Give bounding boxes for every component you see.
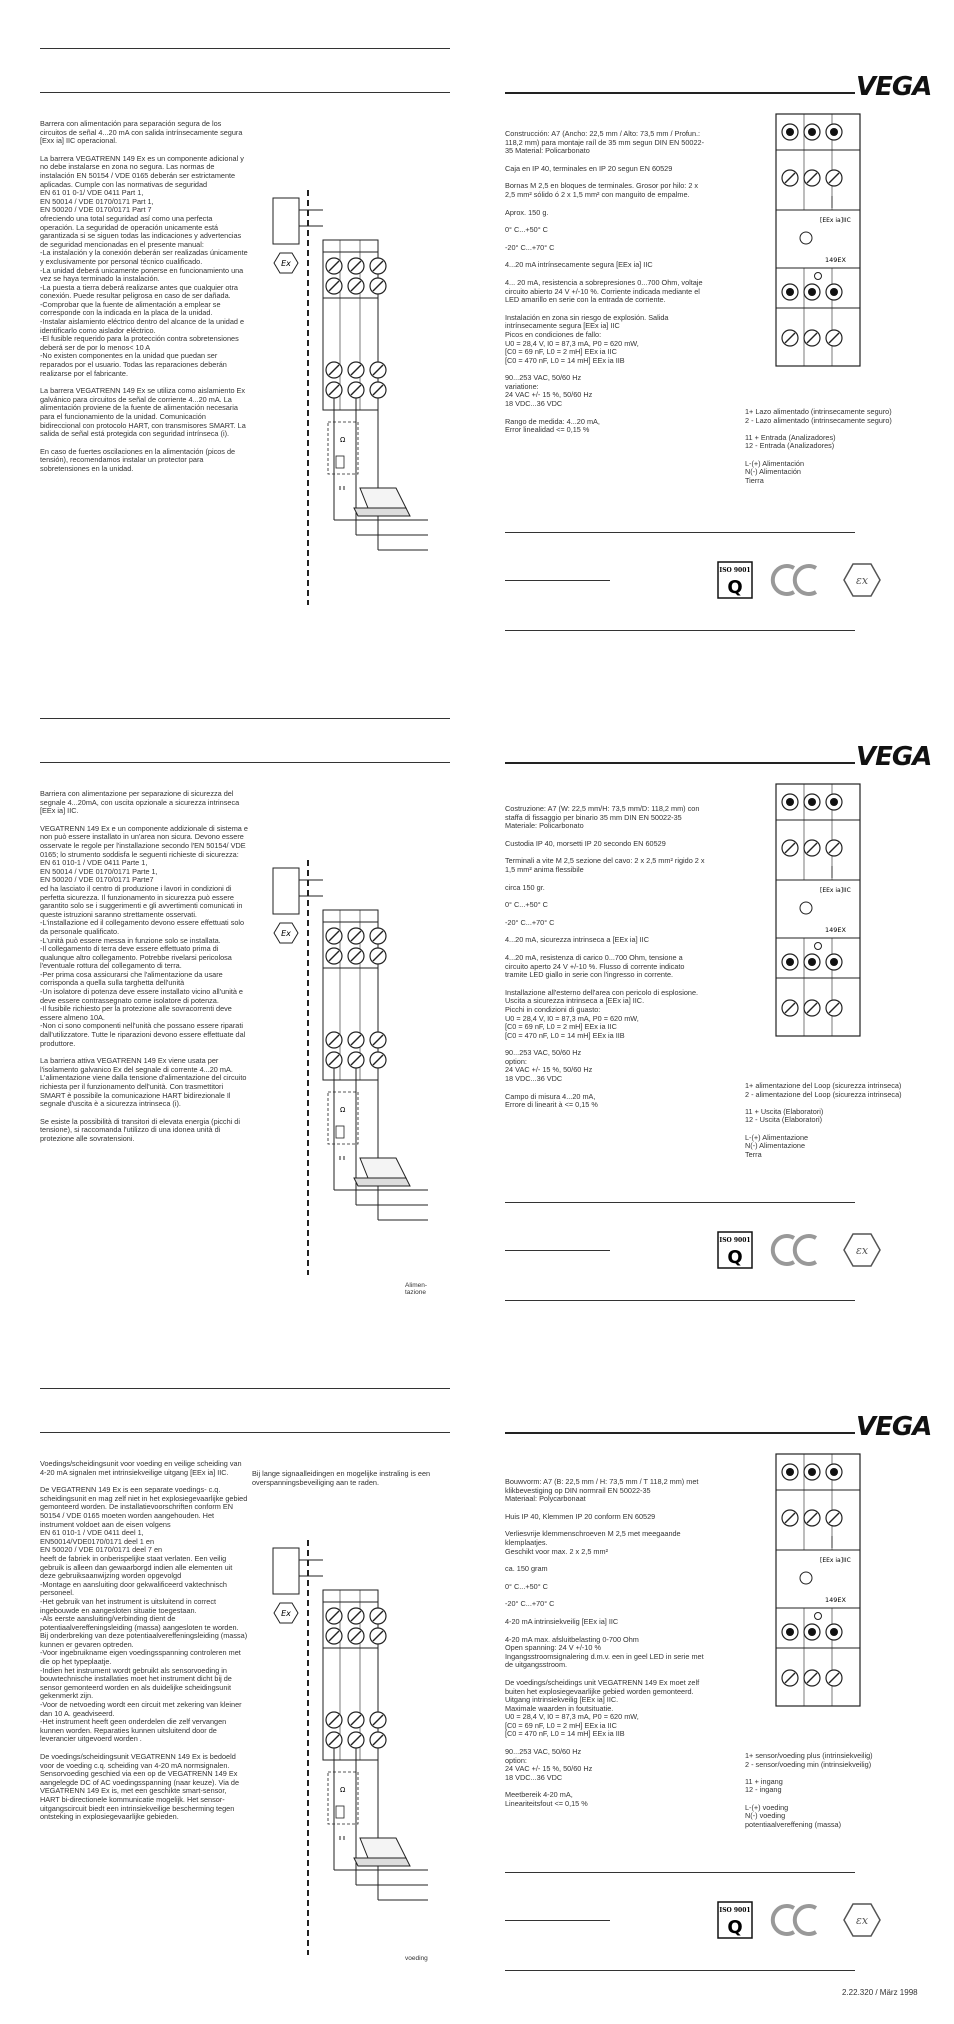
terminal-dot: [804, 1624, 820, 1640]
paragraph: Barriera con alimentazione per separazione di sicurezza del segnale 4...20mA, con uscita opzionale a sicurezza intrinseca [EEx ia] IIC.: [40, 789, 240, 816]
ex-hexagon-icon: [844, 1234, 880, 1266]
device-front-view: [770, 1450, 866, 1710]
terminal-screw: [348, 258, 364, 274]
device-label-exia: [EEx ia]IIC: [820, 887, 851, 894]
header-rule: [505, 92, 855, 94]
rule: [40, 1432, 450, 1433]
rule: [505, 630, 855, 631]
terminal-screw: [326, 1732, 342, 1748]
laptop-icon: [354, 1838, 410, 1866]
iso-9001-icon: [718, 1902, 752, 1938]
rule: [505, 1920, 610, 1921]
terminal-screw: [326, 258, 342, 274]
certification-marks: [716, 1900, 886, 1940]
iso-9001-icon: [718, 1232, 752, 1268]
spec-item: 4-20 mA intrinsiekveilig [EEx ia] IIC: [505, 1616, 619, 1626]
terminal-screw: [826, 1670, 842, 1686]
terminal-legend: 1+ sensor/voeding plus (intrinsiekveilig) 2 - sensor/voeding min (intrinsiekveilig) 11 + ingang 12 - ingang L-(+) voeding N(-) voeding potentiaalvereffening (massa): [745, 1751, 873, 1829]
vega-logo: VEGA: [856, 1412, 932, 1442]
spec-item: Meetbereik 4-20 mA, Lineariteitsfout <= 0,15 %: [505, 1790, 588, 1809]
spec-item: Caja en IP 40, terminales en IP 20 segun EN 60529: [505, 163, 673, 173]
terminal-screw: [348, 1608, 364, 1624]
ce-mark-icon: [773, 566, 816, 594]
svg-text:Ω: Ω: [340, 436, 346, 444]
terminal-screw: [326, 382, 342, 398]
spec-item: 0° C...+50° C: [505, 1581, 548, 1591]
svg-text:Ex: Ex: [281, 929, 291, 938]
terminal-dot: [826, 954, 842, 970]
terminal-screw: [782, 1510, 798, 1526]
terminal-dot: [782, 1624, 798, 1640]
rule: [505, 1872, 855, 1873]
spec-item: 90...253 VAC, 50/60 Hz variatione: 24 VAC +/- 15 %, 50/60 Hz 18 VDC...36 VDC: [505, 373, 593, 409]
terminal-screw: [326, 1628, 342, 1644]
spec-item: Bornas M 2,5 en bloques de terminales. Grosor por hilo: 2 x 2,5 mm² sólido ó 2 x 1,5 mm² con manguito de empalme.: [505, 181, 699, 199]
terminal-screw: [326, 1712, 342, 1728]
header-rule: [505, 762, 855, 764]
spec-item: 4...20 mA, resistenza di carico 0...700 Ohm, tensione a circuito aperto 24 V +/-10 %. Flusso di corrente indicato tramite LED giallo in serie con l'ingresso in corrente.: [505, 952, 685, 980]
terminal-dot: [826, 794, 842, 810]
terminal-dot: [782, 124, 798, 140]
ex-hexagon-icon: [844, 564, 880, 596]
rule: [40, 762, 450, 763]
terminal-dot: [804, 794, 820, 810]
spec-item: -20° C...+70° C: [505, 242, 555, 252]
spec-item: 0° C...+50° C: [505, 900, 548, 910]
terminal-screw: [782, 330, 798, 346]
spec-item: Huis IP 40, Klemmen IP 20 conform EN 60529: [505, 1511, 656, 1521]
spec-item: Verliesvrije klemmenschroeven M 2,5 met meegaande klemplaatjes. Geschikt voor max. 2 x 2,5 mm²: [505, 1529, 681, 1556]
terminal-dot: [804, 124, 820, 140]
terminal-screw: [782, 1670, 798, 1686]
terminal-screw: [348, 1032, 364, 1048]
terminal-dot: [804, 954, 820, 970]
specifications: [505, 130, 705, 444]
terminal-screw: [826, 840, 842, 856]
terminal-screw: [826, 1000, 842, 1016]
terminal-screw: [804, 840, 820, 856]
svg-text:Ω: Ω: [340, 1106, 346, 1114]
terminal-screw: [348, 278, 364, 294]
terminal-screw: [326, 1032, 342, 1048]
paragraph: VEGATRENN 149 Ex e un componente addizionale di sistema e non può essere installato in un'area non sicura. Devono essere osservate le regole per l'installazione secondo l'EN 50154/ VDE 0165; lo strumento soddisfa le seguenti richieste di sicurezza: EN 61 010-1 / VDE 0411 Parte 1, EN 50014 / VDE 0170/0171 Parte 1, EN 50020 / VDE 0170/0171 Parte7 ed ha lasciato il centro di produzione i lavori in condizioni di perfetta sicurezza. Il funzionamento in sicurezza può essere garantito solo se i suggerimenti e gli avvertimenti comunicati in queste istruzioni saranno strettamente osservati. -L'installazione ed il collegamento devono essere effettuati solo da personale qualificato. -L'unità può essere messa in funzione solo se installata. -Il collegamento di terra deve essere effettuato prima di qualunque altro collegamento. Potrebbe rivelarsi pericolosa l'eventuale rottura del collegamento di terra. -Per prima cosa assicurarsi che l'alimentazione da usare corrisponda a quella sulla targhetta dell'unità -Un isolatore di potenza deve essere installato vicino all'unità e deve essere contrassegnato come isolatore di potenza. -Il fusibile richiesto per la protezione alle sovracorrenti deve essere almeno 10A. -Non ci sono componenti nell'unità che possano essere riparati dall'utilizzatore. Tutte le riparazioni devono essere effettuate dal produttore.: [40, 823, 248, 1048]
certification-marks: [716, 1230, 886, 1270]
terminal-screw: [326, 928, 342, 944]
ex-symbol: [274, 923, 298, 943]
spec-item: Custodia IP 40, morsetti IP 20 secondo EN 60529: [505, 838, 666, 848]
paragraph: La barriera attiva VEGATRENN 149 Ex viene usata per l'isolamento galvanico Ex del segnale di corrente 4...20 mA. L'alimentazione viene dalla tensione d'alimentazione del circuito richiesta per il funzionamento dell'unità. Con trasmettitori SMART è possibile la comunicazione HART bidirezionale Il segnale d'uscita è a sicurezza intrinseca (i).: [40, 1056, 247, 1109]
svg-text:Q: Q: [727, 577, 743, 598]
terminal-dot: [826, 1464, 842, 1480]
terminal-dot: [826, 284, 842, 300]
terminal-dot: [804, 284, 820, 300]
laptop-icon: [354, 488, 410, 516]
terminal-screw: [804, 1510, 820, 1526]
svg-text:Q: Q: [727, 1247, 743, 1268]
terminal-legend: 1+ Lazo alimentado (intrinsecamente seguro) 2 - Lazo alimentado (intrinsecamente seguro) 11 + Entrada (Analizadores) 12 - Entrada (Analizadores) L-(+) Alimentación N(-) Alimentación Tierra: [745, 407, 892, 485]
terminal-screw: [326, 278, 342, 294]
specifications: [505, 805, 705, 1119]
spec-item: 4...20 mA intrínsecamente segura [EEx ia] IIC: [505, 260, 653, 270]
header-rule: [505, 1432, 855, 1434]
rule: [505, 532, 855, 533]
ex-hexagon-icon: [844, 1904, 880, 1936]
terminal-screw: [370, 1052, 386, 1068]
paragraph: La barrera VEGATRENN 149 Ex se utiliza como aislamiento Ex galvánico para circuitos de señal de corriente 4...20 mA. La alimentación proviene de la fuente de alimentación necesaria para el funcionamiento de la unidad. Comunicación bidireccional con protocolo HART, con transmisores SMART. La salida de señal está protegida con seguridad intrínseca (i).: [40, 386, 246, 439]
spec-item: Rango de medida: 4...20 mA, Error linealidad <= 0,15 %: [505, 416, 600, 435]
terminal-screw: [826, 330, 842, 346]
iso-9001-icon: [718, 562, 752, 598]
spec-item: 4-20 mA max. afsluitbelasting 0-700 Ohm Open spanning: 24 V +/-10 % Ingangsstroomsignalering d.m.v. een in geel LED in serie met de uitgangsstroom.: [505, 1634, 704, 1670]
vega-logo: VEGA: [856, 72, 932, 102]
rule: [505, 1970, 855, 1971]
svg-text:Ex: Ex: [281, 1609, 291, 1618]
terminal-screw: [804, 170, 820, 186]
ground-icon: [815, 1613, 822, 1620]
rule: [505, 1300, 855, 1301]
terminal-screw: [348, 362, 364, 378]
terminal-screw: [348, 382, 364, 398]
ground-icon: [815, 943, 822, 950]
spec-item: -20° C...+70° C: [505, 1599, 555, 1609]
terminal-screw: [782, 1000, 798, 1016]
spec-item: Bouwvorm: A7 (B: 22,5 mm / H: 73,5 mm / T 118,2 mm) met klikbevestiging op DIN normrail EN 50022-35 Materiaal: Polycarbonaat: [505, 1477, 699, 1504]
ce-mark-icon: [773, 1906, 816, 1934]
paragraph: De voedings/scheidingsunit VEGATRENN 149 Ex is bedoeld voor de voeding c.q. scheiding van 4-20 mA normsignalen. Sensorvoeding geschied via een op de VEGATRENN 149 Ex aangelegde DC of AC voedingsspanning (naar keuze). Via de VEGATRENN 149 Ex is, met een geschikte smart-sensor, HART bi-directionele kommunicatie mogelijk. Het sensor-uitgangscircuit biedt een intrinsiekveilige bescherming tegen ontsteking in explosiegevaarlijke gebieden.: [40, 1752, 240, 1822]
paragraph: Voedings/scheidingsunit voor voeding en veilige scheiding van 4-20 mA signalen met intrinsiekveilige uitgang [EEx ia] IIC.: [40, 1459, 242, 1477]
terminal-dot: [782, 284, 798, 300]
terminal-screw: [804, 1000, 820, 1016]
spec-item: 90...253 VAC, 50/60 Hz option: 24 VAC +/- 15 %, 50/60 Hz 18 VDC...36 VDC: [505, 1048, 593, 1084]
laptop-icon: [354, 1158, 410, 1186]
terminal-screw: [826, 170, 842, 186]
ce-mark-icon: [773, 1236, 816, 1264]
terminal-screw: [326, 1052, 342, 1068]
supply-label: voeding: [405, 1955, 428, 1962]
device-label-model: 149EX: [825, 256, 846, 264]
paragraph: Se esiste la possibilità di transitori di elevata energia (picchi di tensione), si raccomanda l'utilizzo di una idonea unità di protezione alle sovratensioni.: [40, 1116, 240, 1143]
spec-item: Instalación en zona sin riesgo de explosión. Salida intrínsecamente segura [EEx ia] IIC Picos en condiciones de fallo: U0 = 28,4 V, I0 = 87,3 mA, P0 = 620 mW, [C0 = 69 nF, L0 = 2 mH] EEx ia IIC [C0 = 470 nF, L0 = 14 mH] EEx ia IIB: [505, 312, 669, 365]
status-led: [800, 902, 812, 914]
description-text: [40, 790, 248, 1153]
terminal-screw: [326, 362, 342, 378]
svg-text:εx: εx: [855, 574, 869, 587]
terminal-dot: [782, 1464, 798, 1480]
terminal-screw: [348, 948, 364, 964]
terminal-screw: [370, 928, 386, 944]
svg-text:εx: εx: [855, 1914, 869, 1927]
rule: [40, 1388, 450, 1389]
terminal-screw: [370, 258, 386, 274]
spec-item: 90...253 VAC, 50/60 Hz option: 24 VAC +/- 15 %, 50/60 Hz 18 VDC...36 VDC: [505, 1747, 593, 1782]
ground-icon: [815, 273, 822, 280]
svg-text:Ex: Ex: [281, 259, 291, 268]
rule: [505, 1250, 610, 1251]
note-text: Bij lange signaalleidingen en mogelijke instraling is een overspanningsbeveiliging aan te raden.: [252, 1469, 431, 1487]
spec-item: 0° C...+50° C: [505, 225, 548, 235]
terminal-dot: [782, 794, 798, 810]
iso-text: ISO 9001: [719, 1237, 751, 1244]
spec-item: Construcción: A7 (Ancho: 22,5 mm / Alto: 73,5 mm / Profun.: 118,2 mm) para montaje raíl de 35 mm segun DIN EN 50022-35 Material: Policarbonato: [505, 129, 705, 156]
terminal-screw: [348, 1052, 364, 1068]
footer-code: 2.22.320 / März 1998: [842, 1988, 918, 1997]
device-label-exia: [EEx ia]IIC: [820, 217, 851, 224]
iso-text: ISO 9001: [719, 1907, 751, 1914]
terminal-screw: [804, 1670, 820, 1686]
terminal-screw: [370, 948, 386, 964]
rule: [505, 1202, 855, 1203]
terminal-legend: 1+ alimentazione del Loop (sicurezza intrinseca) 2 - alimentazione del Loop (sicurezza intrinseca) 11 + Uscita (Elaboratori) 12 - Uscita (Elaboratori) L-(+) Alimentazione N(-) Alimentazione Terra: [745, 1081, 902, 1159]
supply-label: Alimen- tazione: [405, 1282, 428, 1296]
terminal-screw: [782, 170, 798, 186]
terminal-screw: [804, 330, 820, 346]
terminal-screw: [326, 948, 342, 964]
rule: [40, 718, 450, 719]
description-text: [40, 1460, 248, 1831]
device-front-view: [770, 780, 866, 1040]
spec-item: Campo di misura 4...20 mA, Errore di linearit à <= 0,15 %: [505, 1091, 598, 1110]
certification-marks: [716, 560, 886, 600]
device-label-model: 149EX: [825, 1596, 846, 1604]
wiring-diagram: [268, 190, 428, 610]
spec-item: Aprox. 150 g.: [505, 207, 549, 217]
iso-text: ISO 9001: [719, 567, 751, 574]
terminal-screw: [348, 1712, 364, 1728]
spec-item: Costruzione: A7 (W: 22,5 mm/H: 73,5 mm/D: 118,2 mm) con staffa di fissaggio per binario 35 mm DIN EN 50022-35 Materiale: Policarbonato: [505, 804, 700, 831]
wiring-diagram: [268, 1540, 428, 1960]
paragraph: De VEGATRENN 149 Ex is een separate voedings- c.q. scheidingsunit en mag zelf niet in het explosiegevaarlijke gebied gemonteerd worden. De installatievoorschriften conform EN 50154 / VDE 0165 moeten worden aangehouden. Het instrument voldoet aan de eisen volgens EN 61 010-1 / VDE 0411 deel 1, EN50014/VDE0170/0171 deel 1 en EN 50020 / VDE 0170/0171 deel 7 en heeft de fabriek in onberispelijke staat verlaten. Een veilig gebruik is alleen dan gewaarborgd indien alle elementen uit deze gebruiksaanwijzing worden opgevolgd -Montage en aansluiting door gekwalificeerd vaktechnisch personeel. -Het gebruik van het instrument is uitsluitend in correct ingebouwde en aangesloten situatie toegestaan. -Als eerste aansluiting/verbinding dient de potentiaalvereffeningsleiding (massa) aangesloten te worden. Bij onderbreking van deze potentiaalvereffeningsleiding (massa) kunnen er gevaren optreden. -Voor ingebruikname eigen voedingsspanning controleren met die op het typeplaatje. -Indien het instrument wordt gebruikt als sensorvoeding in bouwtechnische installaties moet het instrument dicht bij de sensor gemonteerd worden en als duidelijke scheidingsunit gekenmerkt zijn. -Voor de netvoeding wordt een circuit met zekering van kleiner dan 10 A. geadviseerd. -Het instrument heeft geen onderdelen die zelf vervangen kunnen worden. Reparaties kunnen uitsluitend door de leverancier uitgevoerd worden .: [40, 1485, 248, 1744]
device-label-model: 149EX: [825, 926, 846, 934]
paragraph: La barrera VEGATRENN 149 Ex es un componente adicional y no debe instalarse en zona no segura. Las normas de instalación EN 50154 / VDE 0165 deberán ser estrictamente aplicadas. Cumple con las normativas de seguridad EN 61 01 0-1/ VDE 0411 Part 1, EN 50014 / VDE 0170/0171 Part 1, EN 50020 / VDE 0170/0171 Part 7 ofreciendo una total seguridad así como una perfecta operación. La seguridad de operación unicamente está garantizada si se siguen todas las indicaciones y advertencias de seguridad mencionadas en el presente manual: -La instalación y la conexión deberán ser realizadas únicamente y exclusivamente por personal técnico cualificado. -La unidad deberá unicamente ponerse en funcionamiento una vez se haya terminado la instalación. -La puesta a tierra deberá realizarse antes que cualquier otra conexión. Puede resultar peligrosa en caso de ser dañada. -Comprobar que la fuente de alimentación a emplear se corresponde con la indicada en la placa de la unidad. -Instalar aislamiento eléctrico dentro del alcance de la unidad e identificarlo como aislador eléctrico. -El fusible requerido para la protección contra sobretensiones deberá ser de por lo menos< 10 A -No existen componentes en la unidad que puedan ser reparados por el usuario. Todas las reparaciones deberán realizarse por el fabricante.: [40, 153, 248, 378]
terminal-screw: [370, 1732, 386, 1748]
spec-item: 4...20 mA, sicurezza intrinseca a [EEx ia] IIC: [505, 935, 649, 945]
specifications: [505, 1478, 705, 1818]
paragraph: Barrera con alimentación para separación segura de los circuitos de señal 4...20 mA con salida intrínsecamente segura [Exx ia] IIC operacional.: [40, 119, 243, 146]
paragraph: En caso de fuertes oscilaciones en la alimentación (picos de tensión), recomendamos instalar un protector para sobretensiones en la unidad.: [40, 446, 236, 473]
terminal-screw: [370, 362, 386, 378]
terminal-screw: [370, 1712, 386, 1728]
terminal-screw: [782, 840, 798, 856]
rule: [40, 92, 450, 93]
terminal-screw: [348, 1628, 364, 1644]
spec-item: De voedings/scheidings unit VEGATRENN 149 Ex moet zelf buiten het explosiegevaarlijke gebied worden gemonteerd. Uitgang intrinsiekveilig [EEx ia] IIC. Maximale waarden in foutsituatie. U0 = 28,4 V, I0 = 87,3 mA, P0 = 620 mW, [C0 = 69 nF, L0 = 2 mH] EEx ia IIC [C0 = 470 nF, L0 = 14 mH] EEx ia IIB: [505, 1677, 700, 1739]
terminal-screw: [370, 278, 386, 294]
terminal-screw: [370, 1032, 386, 1048]
vega-logo: VEGA: [856, 742, 932, 772]
terminal-screw: [348, 1732, 364, 1748]
terminal-screw: [348, 928, 364, 944]
ex-symbol: [274, 1603, 298, 1623]
terminal-screw: [826, 1510, 842, 1526]
spec-item: ca. 150 gram: [505, 1564, 548, 1574]
svg-text:εx: εx: [855, 1244, 869, 1257]
ex-symbol: [274, 253, 298, 273]
svg-text:Ω: Ω: [340, 1786, 346, 1794]
wiring-diagram: [268, 860, 428, 1280]
status-led: [800, 232, 812, 244]
device-front-view: [770, 110, 866, 370]
spec-item: Terminali a vite M 2,5 sezione del cavo: 2 x 2,5 mm² rigido 2 x 1,5 mm² anima flessibile: [505, 856, 705, 874]
terminal-screw: [370, 382, 386, 398]
description-text: [40, 120, 248, 483]
spec-item: 4... 20 mA, resistencia a sobrepresiones 0...700 Ohm, voltaje circuito abierto 24 V +/-10 %. Corriente indicada mediante el LED amarillo en serie con la entrada de corriente.: [505, 277, 703, 305]
terminal-dot: [804, 1464, 820, 1480]
terminal-screw: [370, 1608, 386, 1624]
status-led: [800, 1572, 812, 1584]
terminal-dot: [826, 1624, 842, 1640]
spec-item: circa 150 gr.: [505, 882, 545, 892]
device-label-exia: [EEx ia]IIC: [820, 1557, 851, 1564]
rule: [40, 48, 450, 49]
terminal-screw: [326, 1608, 342, 1624]
rule: [505, 580, 610, 581]
terminal-dot: [782, 954, 798, 970]
spec-item: -20° C...+70° C: [505, 917, 555, 927]
svg-text:Q: Q: [727, 1917, 743, 1938]
spec-item: Installazione all'esterno dell'area con pericolo di esplosione. Uscita a sicurezza intrinseca a [EEx ia] IIC. Picchi in condizioni di guasto: U0 = 28,4 V, I0 = 87,3 mA, P0 = 620 mW, [C0 = 69 nF, L0 = 2 mH] EEx ia IIC [C0 = 470 nF, L0 = 14 mH] EEx ia IIB: [505, 987, 699, 1040]
terminal-screw: [370, 1628, 386, 1644]
terminal-dot: [826, 124, 842, 140]
